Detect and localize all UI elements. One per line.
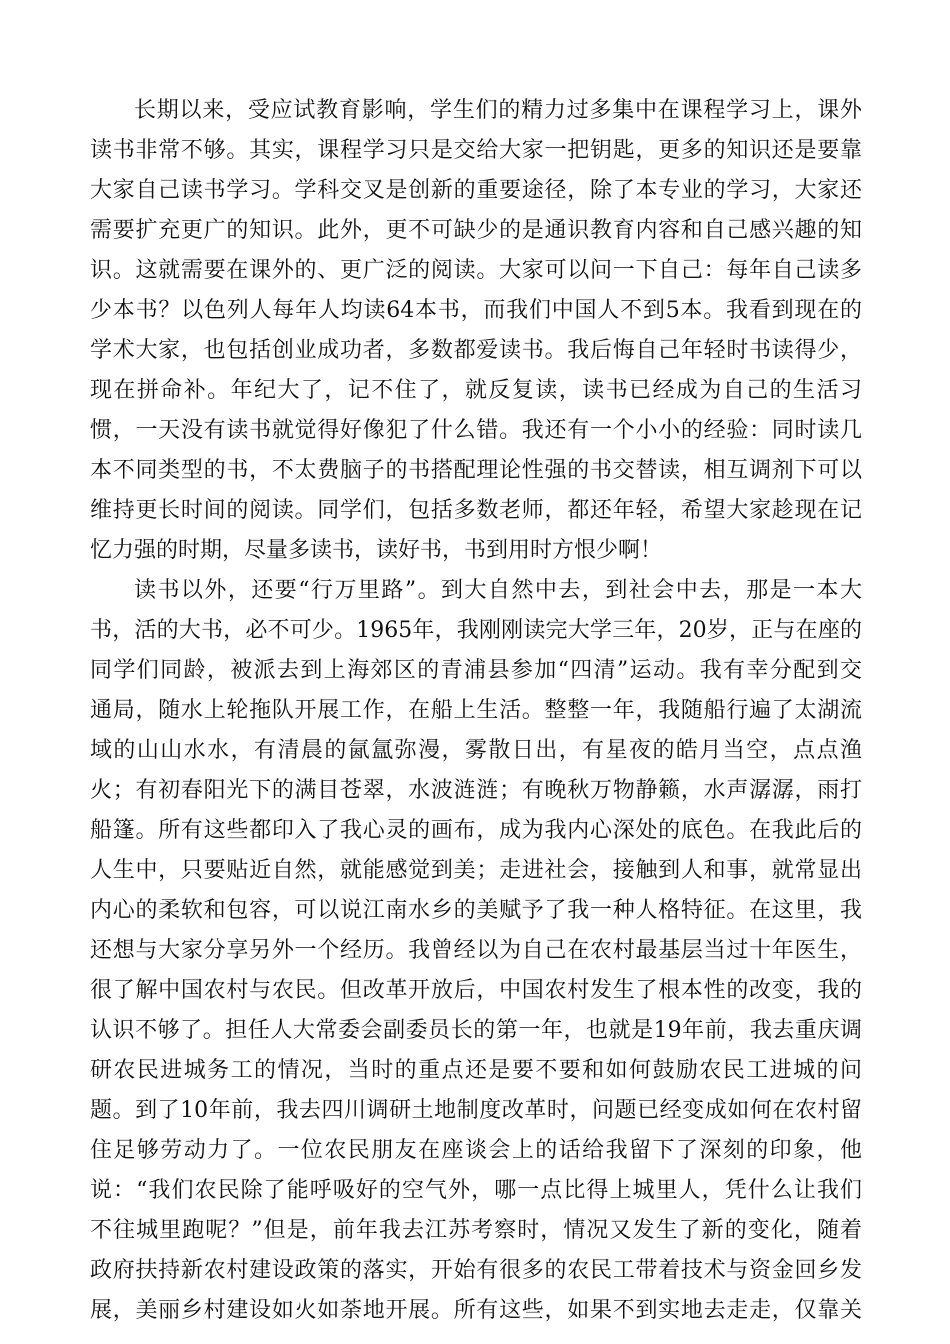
text-line: 需要扩充更广的知识。此外，更不可缺少的是通识教育内容和自己感兴趣的知 — [90, 218, 862, 243]
text-line: 住足够劳动力了。一位农民朋友在座谈会上的话给我留下了深刻的印象，他 — [90, 1138, 862, 1163]
text-line: 维持更长时间的阅读。同学们，包括多数老师，都还年轻，希望大家趁现在记 — [90, 498, 862, 523]
text-line: 书，活的大书，必不可少。1965年，我刚刚读完大学三年，20岁，正与在座的 — [90, 618, 862, 643]
text-line: 还想与大家分享另外一个经历。我曾经以为自己在农村最基层当过十年医生， — [90, 938, 862, 963]
text-line: 内心的柔软和包容，可以说江南水乡的美赋予了我一种人格特征。在这里，我 — [90, 898, 862, 923]
text-line: 研农民进城务工的情况，当时的重点还是要不要和如何鼓励农民工进城的问 — [90, 1058, 862, 1083]
text-line: 读书以外，还要“行万里路”。到大自然中去，到社会中去，那是一本大 — [134, 578, 862, 603]
paragraph-reading — [90, 91, 862, 571]
text-line: 政府扶持新农村建设政策的落实，开始有很多的农民工带着技术与资金回乡发 — [90, 1258, 862, 1283]
text-line: 读书非常不够。其实，课程学习只是交给大家一把钥匙，更多的知识还是要靠 — [90, 138, 862, 163]
text-line: 展，美丽乡村建设如火如荼地开展。所有这些，如果不到实地去走走，仅靠关 — [90, 1298, 862, 1323]
text-line: 船篷。所有这些都印入了我心灵的画布，成为我内心深处的底色。在我此后的 — [90, 818, 862, 843]
text-line: 忆力强的时期，尽量多读书，读好书，书到用时方恨少啊！ — [90, 538, 663, 563]
document-page — [90, 91, 862, 1331]
text-line: 识。这就需要在课外的、更广泛的阅读。大家可以问一下自己：每年自己读多 — [90, 258, 862, 283]
text-line: 通局，随水上轮拖队开展工作，在船上生活。整整一年，我随船行遍了太湖流 — [90, 698, 862, 723]
text-line: 认识不够了。担任人大常委会副委员长的第一年，也就是19年前，我去重庆调 — [90, 1018, 862, 1043]
text-line: 说：“我们农民除了能呼吸好的空气外，哪一点比得上城里人，凭什么让我们 — [90, 1178, 862, 1203]
text-line: 域的山山水水，有清晨的氤氲弥漫，雾散日出，有星夜的皓月当空，点点渔 — [90, 738, 862, 763]
text-line: 不往城里跑呢？”但是，前年我去江苏考察时，情况又发生了新的变化，随着 — [90, 1218, 862, 1243]
text-line: 很了解中国农村与农民。但改革开放后，中国农村发生了根本性的改变，我的 — [90, 978, 862, 1003]
paragraph-travel — [90, 571, 862, 1331]
text-line: 人生中，只要贴近自然，就能感觉到美；走进社会，接触到人和事，就常显出 — [90, 858, 862, 883]
text-line: 火；有初春阳光下的满目苍翠，水波涟涟；有晚秋万物静籁，水声潺潺，雨打 — [90, 778, 862, 803]
text-line: 同学们同龄，被派去到上海郊区的青浦县参加“四清”运动。我有幸分配到交 — [90, 658, 862, 683]
text-line: 题。到了10年前，我去四川调研土地制度改革时，问题已经变成如何在农村留 — [90, 1098, 862, 1123]
text-line: 大家自己读书学习。学科交叉是创新的重要途径，除了本专业的学习，大家还 — [90, 178, 862, 203]
text-line: 少本书？以色列人每年人均读64本书，而我们中国人不到5本。我看到现在的 — [90, 298, 862, 323]
text-line: 本不同类型的书，不太费脑子的书搭配理论性强的书交替读，相互调剂下可以 — [90, 458, 862, 483]
text-line: 现在拼命补。年纪大了，记不住了，就反复读，读书已经成为自己的生活习 — [90, 378, 862, 403]
text-line: 学术大家，也包括创业成功者，多数都爱读书。我后悔自己年轻时书读得少， — [90, 338, 862, 363]
text-line: 惯，一天没有读书就觉得好像犯了什么错。我还有一个小小的经验：同时读几 — [90, 418, 862, 443]
text-line: 长期以来，受应试教育影响，学生们的精力过多集中在课程学习上，课外 — [134, 98, 862, 123]
